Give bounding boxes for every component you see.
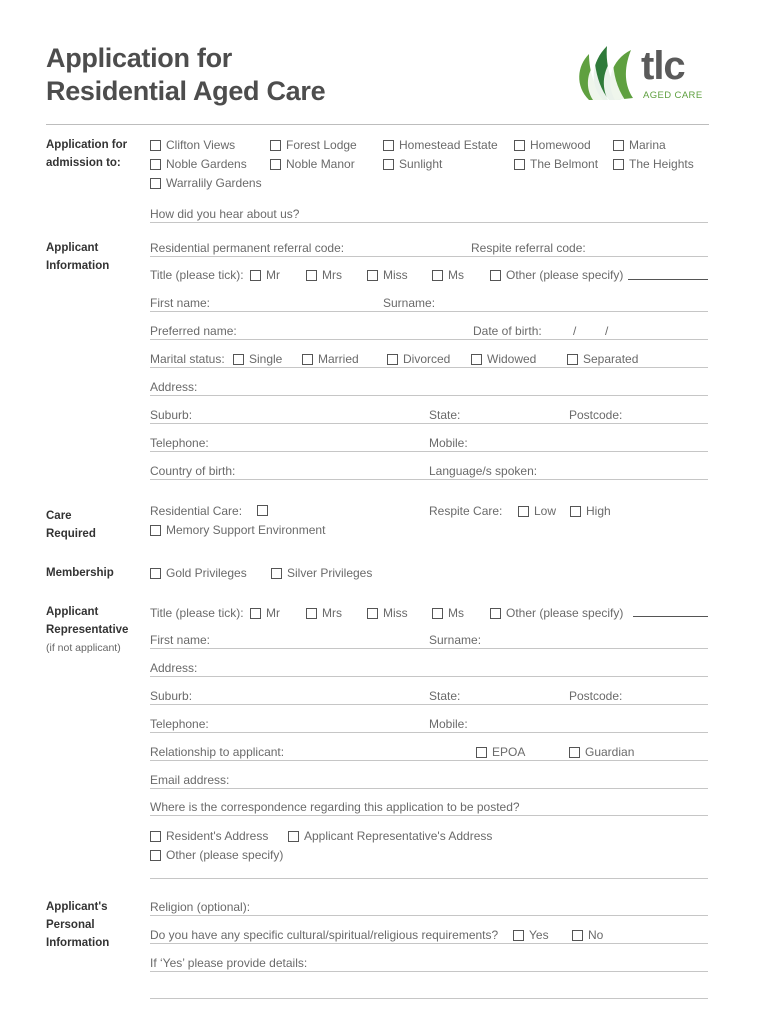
- first-name-label: First name:: [150, 296, 211, 310]
- residential-code-label: Residential permanent referral code:: [150, 241, 345, 255]
- address-label: Address:: [150, 380, 198, 394]
- title-option-mr[interactable]: Mr: [250, 268, 280, 282]
- leaf-logo-icon: [575, 42, 641, 104]
- gold-privileges-option[interactable]: Gold Privileges: [150, 566, 247, 580]
- telephone-label: Telephone:: [150, 436, 209, 450]
- header-divider: [46, 124, 709, 125]
- checkbox[interactable]: [367, 270, 378, 281]
- respite-low-option[interactable]: Low: [518, 504, 556, 518]
- checkbox[interactable]: [271, 568, 282, 579]
- checkbox[interactable]: [476, 747, 487, 758]
- facility-option[interactable]: Marina: [613, 138, 666, 152]
- checkbox[interactable]: [490, 608, 501, 619]
- hear-about-field[interactable]: [150, 222, 708, 223]
- checkbox[interactable]: [383, 140, 394, 151]
- correspondence-label: Where is the correspondence regarding this application to be posted?: [150, 800, 520, 814]
- guardian-option[interactable]: Guardian: [569, 745, 634, 759]
- dob-label: Date of birth:: [473, 324, 542, 338]
- relationship-label: Relationship to applicant:: [150, 745, 285, 759]
- name-field[interactable]: [150, 311, 708, 312]
- rep-title-option-miss[interactable]: Miss: [367, 606, 408, 620]
- email-label: Email address:: [150, 773, 230, 787]
- suburb-field[interactable]: [150, 423, 708, 424]
- checkbox[interactable]: [233, 354, 244, 365]
- checkbox[interactable]: [288, 831, 299, 842]
- facility-option[interactable]: Sunlight: [383, 157, 442, 171]
- facility-option[interactable]: The Heights: [613, 157, 694, 171]
- checkbox[interactable]: [383, 159, 394, 170]
- checkbox[interactable]: [250, 270, 261, 281]
- checkbox[interactable]: [570, 506, 581, 517]
- requirements-no-option[interactable]: No: [572, 928, 603, 942]
- marital-prompt: Marital status:: [150, 352, 225, 366]
- checkbox[interactable]: [150, 568, 161, 579]
- checkbox[interactable]: [150, 159, 161, 170]
- section-label-personal: Applicant's Personal Information: [46, 901, 110, 949]
- rep-title-option-mr[interactable]: Mr: [250, 606, 280, 620]
- country-field[interactable]: [150, 479, 708, 480]
- section-label-applicant: Applicant Information: [46, 242, 110, 272]
- checkbox[interactable]: [150, 178, 161, 189]
- referral-code-field[interactable]: [150, 256, 708, 257]
- details-field[interactable]: [150, 971, 708, 972]
- facility-option[interactable]: Homestead Estate: [383, 138, 498, 152]
- rep-title-option-mrs[interactable]: Mrs: [306, 606, 342, 620]
- checkbox[interactable]: [306, 608, 317, 619]
- checkbox[interactable]: [367, 608, 378, 619]
- requirements-yes-option[interactable]: Yes: [513, 928, 549, 942]
- checkbox[interactable]: [490, 270, 501, 281]
- respite-high-option[interactable]: High: [570, 504, 611, 518]
- rep-mobile-label: Mobile:: [429, 717, 468, 731]
- rep-surname-label: Surname:: [429, 633, 482, 647]
- checkbox[interactable]: [569, 747, 580, 758]
- rep-telephone-field[interactable]: [150, 732, 708, 733]
- rep-address-label: Address:: [150, 661, 198, 675]
- telephone-field[interactable]: [150, 451, 708, 452]
- tlc-logo: [575, 42, 715, 106]
- religion-label: Religion (optional):: [150, 900, 251, 914]
- title-line-2: Residential Aged Care: [46, 76, 326, 106]
- facility-option[interactable]: The Belmont: [514, 157, 598, 171]
- checkbox[interactable]: [150, 140, 161, 151]
- address-field[interactable]: [150, 395, 708, 396]
- dob-separator: /: [605, 324, 609, 338]
- resident-address-option[interactable]: Resident's Address: [150, 829, 268, 843]
- marital-option[interactable]: Married: [302, 352, 359, 366]
- title-line-1: Application for: [46, 43, 232, 73]
- checkbox[interactable]: [250, 608, 261, 619]
- title-other-field[interactable]: [628, 279, 708, 280]
- section-label-admission: Application for admission to:: [46, 139, 128, 169]
- facility-option[interactable]: Warralily Gardens: [150, 176, 262, 190]
- checkbox[interactable]: [302, 354, 313, 365]
- checkbox[interactable]: [150, 525, 161, 536]
- other-address-option[interactable]: Other (please specify): [150, 848, 283, 862]
- logo-subtext: AGED CARE: [643, 90, 703, 101]
- title-option-mrs[interactable]: Mrs: [306, 268, 342, 282]
- rep-state-label: State:: [429, 689, 461, 703]
- email-field[interactable]: [150, 788, 708, 789]
- checkbox[interactable]: [514, 140, 525, 151]
- requirements-divider: [150, 943, 708, 944]
- section-label-membership: Membership: [46, 567, 114, 579]
- postcode-label: Postcode:: [569, 408, 623, 422]
- rep-title-other-field[interactable]: [633, 616, 708, 617]
- checkbox[interactable]: [572, 930, 583, 941]
- details-label: If ‘Yes’ please provide details:: [150, 956, 308, 970]
- rep-suburb-label: Suburb:: [150, 689, 193, 703]
- rep-first-name-label: First name:: [150, 633, 211, 647]
- rep-title-option-ms[interactable]: Ms: [432, 606, 464, 620]
- preferred-name-field[interactable]: [150, 339, 708, 340]
- rep-suburb-field[interactable]: [150, 704, 708, 705]
- marital-option[interactable]: Separated: [567, 352, 638, 366]
- marital-option[interactable]: Widowed: [471, 352, 536, 366]
- memory-support-option[interactable]: Memory Support Environment: [150, 523, 325, 537]
- checkbox[interactable]: [387, 354, 398, 365]
- title-prompt: Title (please tick):: [150, 268, 244, 282]
- suburb-label: Suburb:: [150, 408, 193, 422]
- preferred-name-label: Preferred name:: [150, 324, 237, 338]
- languages-label: Language/s spoken:: [429, 464, 538, 478]
- checkbox[interactable]: [270, 140, 281, 151]
- checkbox[interactable]: [513, 930, 524, 941]
- title-option-other[interactable]: Other (please specify): [490, 268, 623, 282]
- rep-telephone-label: Telephone:: [150, 717, 209, 731]
- section-label-care: Care Required: [46, 510, 96, 540]
- rep-name-field[interactable]: [150, 648, 708, 649]
- religion-field[interactable]: [150, 915, 708, 916]
- rep-title-prompt: Title (please tick):: [150, 606, 244, 620]
- dob-separator: /: [573, 324, 577, 338]
- checkbox[interactable]: [150, 850, 161, 861]
- rep-title-option-other[interactable]: Other (please specify): [490, 606, 623, 620]
- checkbox[interactable]: [518, 506, 529, 517]
- other-address-field[interactable]: [150, 878, 708, 879]
- checkbox[interactable]: [150, 831, 161, 842]
- epoa-option[interactable]: EPOA: [476, 745, 525, 759]
- checkbox[interactable]: [270, 159, 281, 170]
- respite-code-label: Respite referral code:: [471, 241, 586, 255]
- residential-care-label: Residential Care:: [150, 504, 243, 518]
- requirements-label: Do you have any specific cultural/spiritual/religious requirements?: [150, 928, 499, 942]
- mobile-label: Mobile:: [429, 436, 468, 450]
- checkbox[interactable]: [432, 270, 443, 281]
- facility-option[interactable]: Clifton Views: [150, 138, 235, 152]
- checkbox[interactable]: [613, 140, 624, 151]
- facility-option[interactable]: Noble Gardens: [150, 157, 247, 171]
- checkbox[interactable]: [567, 354, 578, 365]
- surname-label: Surname:: [383, 296, 436, 310]
- checkbox[interactable]: [306, 270, 317, 281]
- country-label: Country of birth:: [150, 464, 236, 478]
- marital-divider: [150, 367, 708, 368]
- title-option-miss[interactable]: Miss: [367, 268, 408, 282]
- rep-address-option[interactable]: Applicant Representative's Address: [288, 829, 492, 843]
- relationship-field[interactable]: [150, 760, 708, 761]
- facility-option[interactable]: Forest Lodge: [270, 138, 357, 152]
- respite-care-label: Respite Care:: [429, 504, 503, 518]
- marital-option[interactable]: Divorced: [387, 352, 450, 366]
- checkbox[interactable]: [432, 608, 443, 619]
- title-option-ms[interactable]: Ms: [432, 268, 464, 282]
- checkbox[interactable]: [613, 159, 624, 170]
- rep-postcode-label: Postcode:: [569, 689, 623, 703]
- silver-privileges-option[interactable]: Silver Privileges: [271, 566, 372, 580]
- checkbox[interactable]: [471, 354, 482, 365]
- marital-option[interactable]: Single: [233, 352, 282, 366]
- facility-option[interactable]: Noble Manor: [270, 157, 355, 171]
- hear-about-label: How did you hear about us?: [150, 207, 300, 221]
- section-label-representative: Applicant Representative (if not applicant): [46, 606, 129, 654]
- details-field-line-2[interactable]: [150, 998, 708, 999]
- facility-option[interactable]: Homewood: [514, 138, 591, 152]
- residential-care-checkbox[interactable]: [257, 505, 268, 516]
- logo-text: tlc: [641, 44, 685, 88]
- correspondence-divider: [150, 815, 708, 816]
- checkbox[interactable]: [514, 159, 525, 170]
- page-title: [46, 42, 325, 108]
- rep-address-field[interactable]: [150, 676, 708, 677]
- state-label: State:: [429, 408, 461, 422]
